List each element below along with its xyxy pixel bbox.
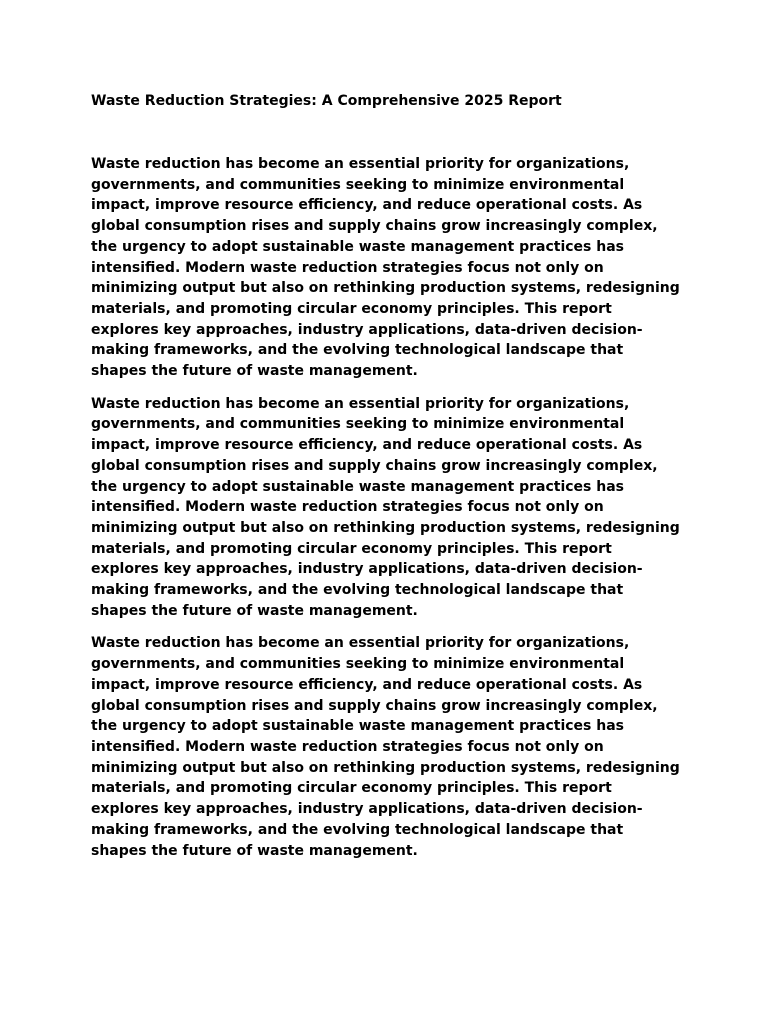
document-page	[91, 91, 681, 873]
body-paragraph-1: Waste reduction has become an essential priority for organizations, governments, and communities seeking to minimize environmental impact, improve resource efficiency, and reduce operational costs. As global consumption rises and supply chains grow increasingly complex, the urgency to adopt sustainable waste management practices has intensified. Modern waste reduction strategies focus not only on minimizing output but also on rethinking production systems, redesigning materials, and promoting circular economy principles. This report explores key approaches, industry applications, data-driven decision-making frameworks, and the evolving technological landscape that shapes the future of waste management.	[91, 156, 680, 380]
body-paragraph-3: Waste reduction has become an essential priority for organizations, governments, and communities seeking to minimize environmental impact, improve resource efficiency, and reduce operational costs. As global consumption rises and supply chains grow increasingly complex, the urgency to adopt sustainable waste management practices has intensified. Modern waste reduction strategies focus not only on minimizing output but also on rethinking production systems, redesigning materials, and promoting circular economy principles. This report explores key approaches, industry applications, data-driven decision-making frameworks, and the evolving technological landscape that shapes the future of waste management.	[91, 635, 680, 859]
body-paragraph-2: Waste reduction has become an essential priority for organizations, governments, and communities seeking to minimize environmental impact, improve resource efficiency, and reduce operational costs. As global consumption rises and supply chains grow increasingly complex, the urgency to adopt sustainable waste management practices has intensified. Modern waste reduction strategies focus not only on minimizing output but also on rethinking production systems, redesigning materials, and promoting circular economy principles. This report explores key approaches, industry applications, data-driven decision-making frameworks, and the evolving technological landscape that shapes the future of waste management.	[91, 395, 680, 619]
document-title: Waste Reduction Strategies: A Comprehensive 2025 Report	[91, 93, 562, 109]
